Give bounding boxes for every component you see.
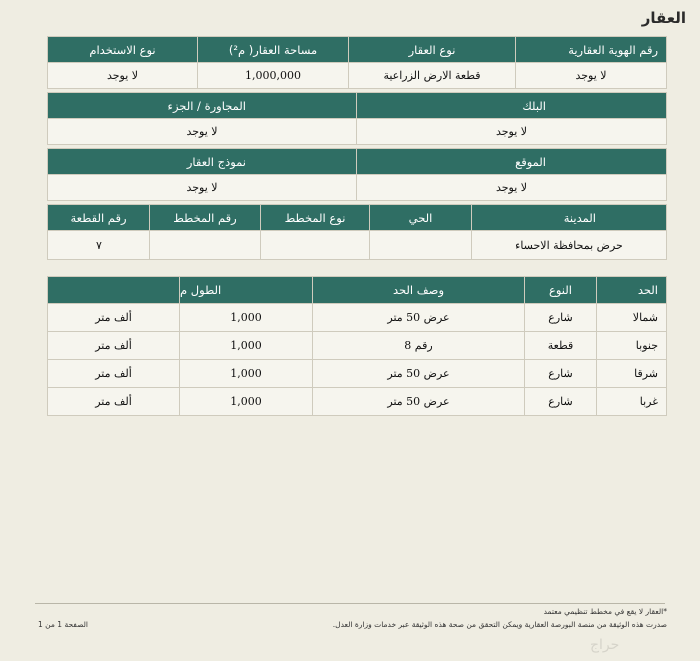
boundary-length: 1,000 <box>180 332 313 360</box>
block-header-row <box>48 93 667 119</box>
header-usage-type: نوع الاستخدام <box>48 37 198 63</box>
boundary-type: شارع <box>525 388 597 416</box>
value-district <box>370 231 472 260</box>
table-row <box>48 304 667 332</box>
header-side: الحد <box>597 277 667 304</box>
boundary-side: جنوبا <box>597 332 667 360</box>
header-city: المدينة <box>472 205 667 231</box>
boundary-length: 1,000 <box>180 360 313 388</box>
block-table <box>47 92 667 145</box>
table-row <box>48 388 667 416</box>
header-plot-number: رقم القطعة <box>48 205 150 231</box>
header-district: الحي <box>370 205 472 231</box>
value-plan-type <box>261 231 370 260</box>
property-table <box>47 36 667 89</box>
boundary-description: رقم 8 <box>313 332 525 360</box>
boundary-side: شمالا <box>597 304 667 332</box>
value-city: حرض بمحافظة الاحساء <box>472 231 667 260</box>
boundary-type: قطعة <box>525 332 597 360</box>
boundary-length-words: ألف متر <box>48 388 180 416</box>
boundary-description: عرض 50 متر <box>313 388 525 416</box>
property-value-row <box>48 63 667 89</box>
boundary-length-words: ألف متر <box>48 360 180 388</box>
value-property-type: قطعة الارض الزراعية <box>349 63 516 89</box>
value-plot-number: ٧ <box>48 231 150 260</box>
boundary-description: عرض 50 متر <box>313 304 525 332</box>
header-location: الموقع <box>357 149 667 175</box>
boundary-side: غربا <box>597 388 667 416</box>
header-property-type: نوع العقار <box>349 37 516 63</box>
footer-note-verification: صدرت هذه الوثيقة من منصة البورصة العقارية ويمكن التحقق من صحة هذه الوثيقة عبر خدمات وزارة العدل. <box>332 620 667 629</box>
boundary-side: شرقا <box>597 360 667 388</box>
header-property-id: رقم الهوية العقارية <box>516 37 667 63</box>
value-location: لا يوجد <box>357 175 667 201</box>
header-property-model: نموذج العقار <box>48 149 357 175</box>
boundary-length: 1,000 <box>180 388 313 416</box>
city-value-row <box>48 231 667 260</box>
boundary-length: 1,000 <box>180 304 313 332</box>
boundary-length-words: ألف متر <box>48 304 180 332</box>
boundaries-header-row <box>48 277 667 304</box>
footer-note-plan: *العقار لا يقع في مخطط تنظيمي معتمد <box>543 607 667 616</box>
location-value-row <box>48 175 667 201</box>
value-neighbor: لا يوجد <box>48 119 357 145</box>
boundaries-table <box>47 276 667 416</box>
property-header-row <box>48 37 667 63</box>
block-value-row <box>48 119 667 145</box>
section-title: العقار <box>641 9 686 27</box>
header-boundary-length: الطول م <box>180 277 313 304</box>
header-boundary-description: وصف الحد <box>313 277 525 304</box>
table-row <box>48 332 667 360</box>
city-table <box>47 204 667 260</box>
value-property-area: 1,000,000 <box>198 63 349 89</box>
boundary-type: شارع <box>525 304 597 332</box>
header-plan-type: نوع المخطط <box>261 205 370 231</box>
header-length-words <box>48 277 180 304</box>
header-neighbor: المجاورة / الجزء <box>48 93 357 119</box>
location-header-row <box>48 149 667 175</box>
value-usage-type: لا يوجد <box>48 63 198 89</box>
boundary-type: شارع <box>525 360 597 388</box>
header-block: البلك <box>357 93 667 119</box>
boundary-description: عرض 50 متر <box>313 360 525 388</box>
value-plan-number <box>150 231 261 260</box>
city-header-row <box>48 205 667 231</box>
header-property-area: مساحة العقار( م²) <box>198 37 349 63</box>
table-row <box>48 360 667 388</box>
footer-divider <box>35 603 665 604</box>
value-property-model: لا يوجد <box>48 175 357 201</box>
location-table <box>47 148 667 201</box>
value-block: لا يوجد <box>357 119 667 145</box>
boundary-length-words: ألف متر <box>48 332 180 360</box>
header-boundary-type: النوع <box>525 277 597 304</box>
header-plan-number: رقم المخطط <box>150 205 261 231</box>
value-property-id: لا يوجد <box>516 63 667 89</box>
watermark: حراج <box>590 637 620 653</box>
page-number: الصفحة 1 من 1 <box>38 620 88 629</box>
